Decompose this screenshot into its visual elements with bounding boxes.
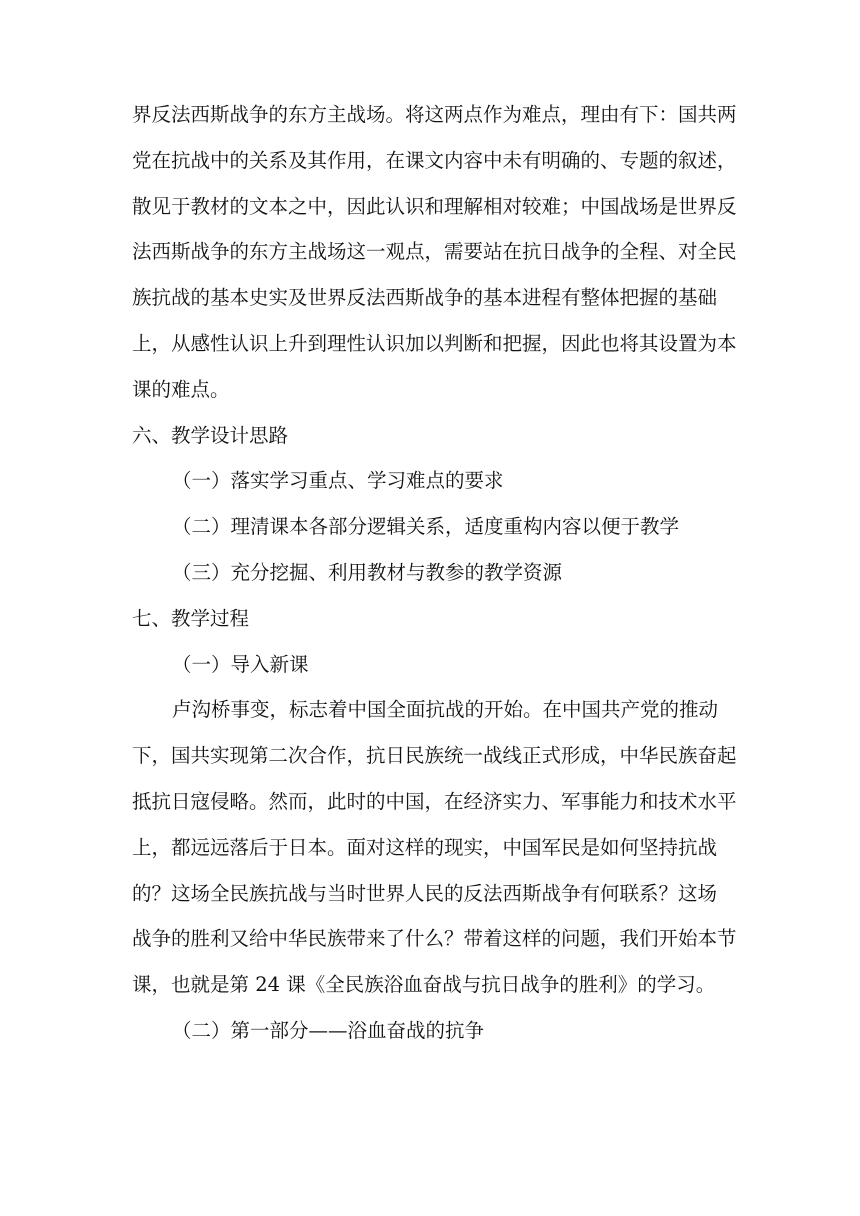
subheading-intro: （一）导入新课 (172, 652, 309, 676)
design-item-1: （一）落实学习重点、学习难点的要求 (172, 469, 504, 493)
document-page (132, 92, 772, 1054)
intro-paragraph (132, 687, 772, 1008)
paragraph-line: 课的难点。 (132, 377, 230, 401)
paragraph-line: 的？这场全民族抗战与当时世界人民的反法西斯战争有何联系？这场 (132, 881, 718, 905)
paragraph-line: 课，也就是第 24 课《全民族浴血奋战与抗日战争的胜利》的学习。 (132, 973, 716, 997)
design-item-2: （二）理清课本各部分逻辑关系，适度重构内容以便于教学 (172, 515, 680, 539)
paragraph-line: 党在抗战中的关系及其作用，在课文内容中未有明确的、专题的叙述， (132, 148, 737, 172)
paragraph-line: 下，国共实现第二次合作，抗日民族统一战线正式形成，中华民族奋起 (132, 744, 737, 768)
paragraph-line: 族抗战的基本史实及世界反法西斯战争的基本进程有整体把握的基础 (132, 286, 718, 310)
paragraph-line: 界反法西斯战争的东方主战场。将这两点作为难点，理由有下：国共两 (132, 103, 737, 126)
difficulty-paragraph (132, 92, 772, 413)
paragraph-line: 法西斯战争的东方主战场这一观点，需要站在抗日战争的全程、对全民 (132, 240, 737, 264)
paragraph-line: 上，从感性认识上升到理性认识加以判断和把握，因此也将其设置为本 (132, 331, 737, 355)
design-item-3: （三）充分挖掘、利用教材与教参的教学资源 (172, 560, 563, 584)
paragraph-line: 上，都远远落后于日本。面对这样的现实，中国军民是如何坚持抗战 (132, 835, 718, 859)
subheading-part-one: （二）第一部分——浴血奋战的抗争 (172, 1018, 485, 1042)
paragraph-line: 卢沟桥事变，标志着中国全面抗战的开始。在中国共产党的推动 (172, 698, 719, 722)
section-heading-process: 七、教学过程 (132, 606, 250, 630)
paragraph-line: 战争的胜利又给中华民族带来了什么？带着这样的问题，我们开始本节 (132, 927, 737, 951)
paragraph-line: 抵抗日寇侵略。然而，此时的中国，在经济实力、军事能力和技术水平 (132, 789, 737, 813)
paragraph-line: 散见于教材的文本之中，因此认识和理解相对较难；中国战场是世界反 (132, 194, 737, 218)
section-heading-design: 六、教学设计思路 (132, 423, 289, 447)
